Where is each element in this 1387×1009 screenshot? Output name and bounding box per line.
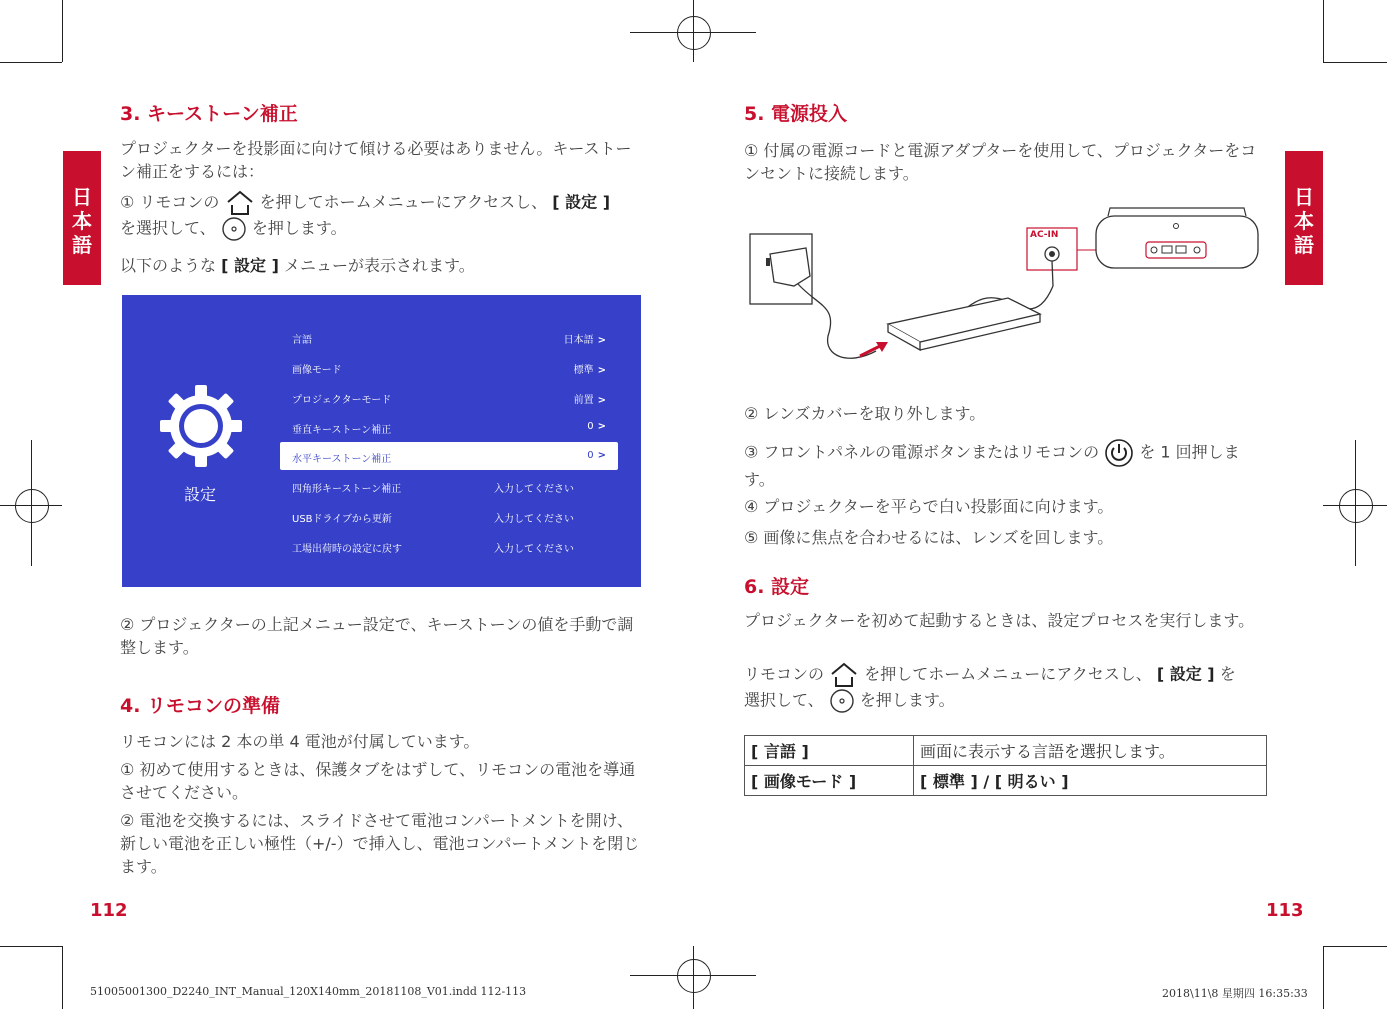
row-label: 言語 bbox=[292, 335, 312, 346]
row-value: 日本語 bbox=[563, 335, 594, 346]
row-value: 0 bbox=[587, 450, 594, 461]
menu-row-vertical-keystone[interactable] bbox=[280, 413, 618, 441]
s6-paragraph-1: プロジェクターを初めて起動するときは、設定プロセスを実行します。 bbox=[744, 611, 1255, 630]
section-3-heading: 3. キーストーン補正 bbox=[120, 103, 298, 125]
row-label: 四角形キーストーン補正 bbox=[292, 484, 402, 495]
crop-mark bbox=[1323, 946, 1324, 1009]
tab-char: 日 bbox=[72, 185, 92, 209]
table-cell: [ 言語 ] bbox=[745, 736, 914, 766]
text: リモコンの bbox=[744, 664, 825, 684]
registration-circle bbox=[1339, 489, 1373, 523]
chevron-right-icon: > bbox=[597, 365, 606, 376]
bold-text: [ 設定 ] bbox=[221, 256, 279, 275]
registration-circle bbox=[677, 959, 711, 993]
crop-mark bbox=[1323, 62, 1387, 63]
crop-mark bbox=[0, 62, 62, 63]
row-label: 垂直キーストーン補正 bbox=[292, 425, 392, 436]
row-value: 標準 bbox=[573, 365, 594, 376]
bold-text: [ 設定 ] bbox=[552, 192, 611, 212]
table-cell: [ 画像モード ] bbox=[745, 766, 914, 796]
home-icon bbox=[225, 190, 255, 216]
page-number-right: 113 bbox=[1266, 900, 1304, 921]
tab-char: 本 bbox=[72, 209, 92, 233]
s3-paragraph-2 bbox=[120, 190, 645, 242]
bold-text: [ 設定 ] bbox=[1156, 664, 1215, 684]
section-6-heading: 6. 設定 bbox=[744, 576, 810, 598]
menu-row-usb-update[interactable] bbox=[280, 502, 618, 530]
row-label: USBドライブから更新 bbox=[292, 514, 392, 525]
ok-button-icon bbox=[829, 688, 855, 714]
section-4-heading: 4. リモコンの準備 bbox=[120, 695, 281, 717]
text: を bbox=[1219, 664, 1236, 684]
crop-mark bbox=[62, 0, 63, 62]
settings-screen bbox=[122, 295, 641, 587]
table-row bbox=[745, 766, 1267, 796]
ac-in-label: AC-IN bbox=[1030, 230, 1059, 240]
registration-circle bbox=[15, 489, 49, 523]
s3-paragraph-4: ② プロジェクターの上記メニュー設定で、キーストーンの値を手動で調整します。 bbox=[120, 615, 634, 657]
tab-char: 語 bbox=[72, 233, 92, 257]
text: 以下のような bbox=[120, 256, 217, 275]
row-value: 入力してください bbox=[494, 544, 574, 555]
crop-mark bbox=[1323, 0, 1324, 62]
tab-char: 本 bbox=[1294, 209, 1314, 233]
tab-char: 日 bbox=[1294, 185, 1314, 209]
language-tab-right bbox=[1285, 151, 1323, 285]
text: ① リモコンの bbox=[120, 192, 220, 212]
s5-paragraph-5: ⑤ 画像に焦点を合わせるには、レンズを回します。 bbox=[744, 528, 1114, 547]
table-cell: [ 標準 ] / [ 明るい ] bbox=[914, 766, 1267, 796]
file-slug: 51005001300_D2240_INT_Manual_120X140mm_20181108_V01.indd 112-113 bbox=[90, 985, 527, 998]
chevron-right-icon: > bbox=[597, 335, 606, 346]
home-icon bbox=[829, 662, 859, 688]
menu-row-projector-mode[interactable] bbox=[280, 383, 618, 411]
chevron-right-icon: > bbox=[597, 421, 606, 432]
power-connection-illustration bbox=[748, 206, 1263, 376]
text: を押してホームメニューにアクセスし、 bbox=[259, 192, 548, 212]
crop-mark bbox=[0, 946, 62, 947]
row-value: 前置 bbox=[573, 395, 594, 406]
chevron-right-icon: > bbox=[597, 450, 606, 461]
s3-paragraph-3 bbox=[120, 254, 475, 277]
s5-paragraph-4: ④ プロジェクターを平らで白い投影面に向けます。 bbox=[744, 497, 1114, 516]
registration-circle bbox=[677, 16, 711, 50]
gear-icon bbox=[158, 383, 244, 469]
text: を押してホームメニューにアクセスし、 bbox=[864, 664, 1152, 684]
text: を押します。 bbox=[859, 690, 955, 710]
row-label: 工場出荷時の設定に戻す bbox=[292, 544, 402, 555]
row-label: プロジェクターモード bbox=[292, 395, 392, 406]
s5-paragraph-3 bbox=[744, 438, 1269, 491]
row-label: 画像モード bbox=[292, 365, 342, 376]
text: ③ フロントパネルの電源ボタンまたはリモコンの bbox=[744, 442, 1100, 462]
row-value: 0 bbox=[587, 421, 594, 432]
menu-row-language[interactable] bbox=[280, 323, 618, 351]
menu-row-horizontal-keystone[interactable] bbox=[280, 442, 618, 470]
s3-paragraph-1: プロジェクターを投影面に向けて傾ける必要はありません。キーストーン補正をするには： bbox=[120, 139, 632, 181]
language-tab-left bbox=[63, 151, 101, 285]
s5-paragraph-1: ① 付属の電源コードと電源アダプターを使用して、プロジェクターをコンセントに接続します。 bbox=[744, 141, 1257, 183]
table-row bbox=[745, 736, 1267, 766]
row-value: 入力してください bbox=[494, 484, 574, 495]
chevron-right-icon: > bbox=[597, 395, 606, 406]
settings-label: 設定 bbox=[184, 485, 217, 504]
s6-paragraph-2 bbox=[744, 662, 1269, 714]
text: を選択して、 bbox=[120, 218, 216, 238]
row-label: 水平キーストーン補正 bbox=[292, 454, 392, 465]
crop-mark bbox=[62, 946, 63, 1009]
row-value: 入力してください bbox=[494, 514, 574, 525]
date-slug: 2018\11\8 星期四 16:35:33 bbox=[1162, 987, 1308, 1000]
menu-row-image-mode[interactable] bbox=[280, 353, 618, 381]
text: メニューが表示されます。 bbox=[283, 256, 475, 275]
s4-paragraph-1: リモコンには 2 本の単 4 電池が付属しています。 bbox=[120, 732, 480, 751]
tab-char: 語 bbox=[1294, 233, 1314, 257]
s5-paragraph-2: ② レンズカバーを取り外します。 bbox=[744, 404, 986, 423]
s4-paragraph-3: ② 電池を交換するには、スライドさせて電池コンパートメントを開け、新しい電池を正しい極性（+/-）で挿入し、電池コンパートメントを閉じます。 bbox=[120, 811, 640, 876]
text: 選択して、 bbox=[744, 690, 824, 710]
crop-mark bbox=[1323, 946, 1387, 947]
table-cell: 画面に表示する言語を選択します。 bbox=[914, 736, 1267, 766]
page-number-left: 112 bbox=[90, 900, 128, 921]
settings-table bbox=[744, 735, 1267, 796]
menu-row-factory-reset[interactable] bbox=[280, 532, 618, 560]
text: を押します。 bbox=[251, 218, 347, 238]
text: を 1 回押します。 bbox=[744, 442, 1240, 489]
ok-button-icon bbox=[221, 216, 247, 242]
section-5-heading: 5. 電源投入 bbox=[744, 103, 848, 125]
power-icon bbox=[1104, 438, 1134, 468]
menu-row-quad-keystone[interactable] bbox=[280, 472, 618, 500]
s4-paragraph-2: ① 初めて使用するときは、保護タブをはずして、リモコンの電池を導通させてください。 bbox=[120, 760, 636, 802]
